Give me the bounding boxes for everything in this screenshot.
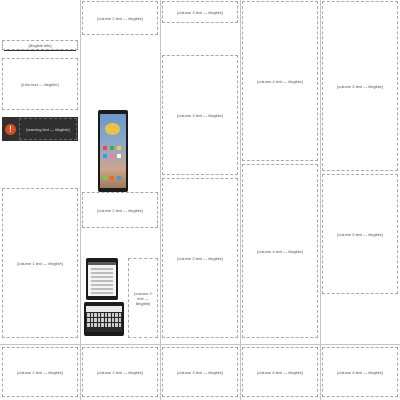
dock-icon: [103, 176, 107, 180]
app-icon: [103, 154, 107, 158]
col3-bottom-placeholder: [column 3 text — illegible]: [162, 347, 238, 397]
column-6-top: [242, 347, 318, 397]
column-divider: [80, 0, 81, 400]
column-4-top: [242, 1, 318, 161]
intro-placeholder: [intro text — illegible]: [2, 58, 78, 110]
on-screen-keyboard: [86, 312, 122, 332]
phone-keyboard-illustration: [84, 302, 124, 336]
keyboard-key: [101, 313, 104, 317]
phone-list-screen: [88, 262, 116, 296]
keyboard-key: [119, 323, 122, 327]
column-divider: [320, 0, 321, 400]
column-2-bottom: [82, 347, 158, 397]
col5-bottom-placeholder: [column 5 text — illegible]: [322, 174, 398, 294]
list-item: [91, 288, 113, 290]
keyboard-key: [98, 318, 101, 322]
col2-top-placeholder: [column 2 text — illegible]: [82, 1, 158, 35]
col4-bottom-placeholder: [column 4 text — illegible]: [242, 164, 318, 338]
column-2-mid: [82, 192, 158, 228]
keyboard-key: [108, 318, 111, 322]
keyboard-key: [94, 313, 97, 317]
column-3-low: [162, 178, 238, 338]
keyboard-key: [119, 313, 122, 317]
column-1-text: [2, 188, 78, 338]
title-rule: [4, 50, 76, 51]
col1-bottom-placeholder: [column 1 text — illegible]: [2, 347, 78, 397]
col2-bottom-placeholder: [column 2 text — illegible]: [82, 347, 158, 397]
intro-text: [2, 58, 78, 110]
column-2-top: [82, 1, 158, 35]
keyboard-key: [101, 323, 104, 327]
keyboard-key: [115, 323, 118, 327]
col5-top-placeholder: [column 5 text — illegible]: [322, 1, 398, 171]
warning-text: [19, 118, 77, 140]
keyboard-key: [87, 318, 90, 322]
col6-bottom-placeholder: [column 6 text — illegible]: [322, 347, 398, 397]
phone-list-illustration: [86, 258, 118, 300]
dock-icon: [117, 176, 121, 180]
column-5-bottom: [322, 174, 398, 294]
col1-mid-placeholder: [column 1 text — illegible]: [2, 188, 78, 338]
col6-top-placeholder: [column 6 text — illegible]: [242, 347, 318, 397]
app-icon: [103, 146, 107, 150]
column-divider: [240, 0, 241, 400]
keyboard-key: [119, 318, 122, 322]
column-6-bottom: [322, 347, 398, 397]
keyboard-key: [115, 318, 118, 322]
keyboard-key: [105, 323, 108, 327]
band-divider: [0, 344, 400, 345]
phone-homescreen: [100, 114, 126, 188]
warning-box: [2, 117, 78, 141]
keyboard-key: [105, 318, 108, 322]
keyboard-key: [91, 318, 94, 322]
keyboard-key: [87, 313, 90, 317]
keyboard-key: [94, 323, 97, 327]
list-item: [91, 280, 113, 282]
warning-placeholder: [warning text — illegible]: [19, 118, 77, 140]
column-3-top: [162, 1, 238, 23]
list-item: [91, 284, 113, 286]
keyboard-key: [101, 318, 104, 322]
list-item: [91, 268, 113, 270]
document-title: [2, 40, 78, 50]
column-5-top: [322, 1, 398, 171]
keyboard-key: [112, 313, 115, 317]
keyboard-key: [112, 323, 115, 327]
column-3-mid: [162, 55, 238, 175]
phone-homescreen-illustration: [98, 110, 128, 192]
keyboard-key: [108, 323, 111, 327]
keyboard-key: [87, 323, 90, 327]
column-2-low: [128, 258, 158, 338]
col3-low-placeholder: [column 3 text — illegible]: [162, 178, 238, 338]
keyboard-key: [105, 313, 108, 317]
col3-mid-placeholder: [column 3 text — illegible]: [162, 55, 238, 175]
col3-top-placeholder: [column 3 text — illegible]: [162, 1, 238, 23]
keyboard-key: [91, 313, 94, 317]
app-icon: [110, 146, 114, 150]
list-header: [88, 262, 116, 265]
phone-keyboard-screen: [86, 306, 122, 332]
column-divider: [160, 0, 161, 400]
app-icon: [117, 146, 121, 150]
col2-mid-placeholder: [column 2 text — illegible]: [82, 192, 158, 228]
column-4-bottom: [242, 164, 318, 338]
keyboard-key: [108, 313, 111, 317]
list-item: [91, 276, 113, 278]
keyboard-key: [112, 318, 115, 322]
clock-widget: [105, 123, 120, 135]
keyboard-key: [94, 318, 97, 322]
column-1-bottom: [2, 347, 78, 397]
list-item: [91, 272, 113, 274]
title-placeholder: [illegible title]: [2, 40, 78, 50]
app-icon: [117, 154, 121, 158]
warning-icon: !: [5, 124, 16, 135]
column-3-bottom: [162, 347, 238, 397]
app-icon: [110, 154, 114, 158]
keyboard-key: [98, 323, 101, 327]
keyboard-key: [98, 313, 101, 317]
col4-top-placeholder: [column 4 text — illegible]: [242, 1, 318, 161]
keyboard-key: [115, 313, 118, 317]
col2-low-placeholder: [column 2 text — illegible]: [128, 258, 158, 338]
list-item: [91, 292, 113, 294]
keyboard-key: [91, 323, 94, 327]
dock-icon: [110, 176, 114, 180]
